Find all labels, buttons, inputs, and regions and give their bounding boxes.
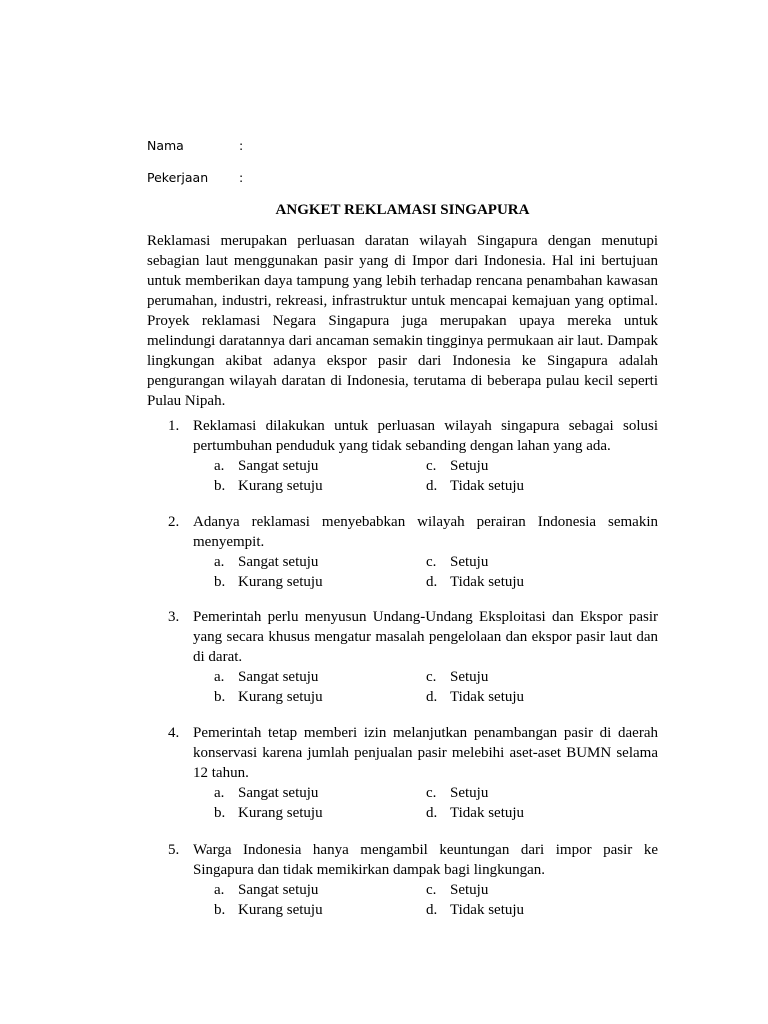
question-number: 5. [168, 842, 180, 858]
options-list [214, 552, 658, 592]
option-letter: a. [214, 882, 225, 898]
question-text: Reklamasi dilakukan untuk perluasan wilayah singapura sebagai solusi pertumbuhan penduduk yang tidak sebanding dengan lahan yang ada. [193, 418, 658, 454]
option-letter: c. [426, 882, 437, 898]
option-b[interactable] [214, 572, 323, 592]
option-label: Setuju [450, 669, 489, 685]
option-d[interactable] [426, 687, 524, 707]
option-label: Tidak setuju [450, 478, 525, 494]
nama-field [147, 138, 243, 154]
option-label: Tidak setuju [450, 574, 525, 590]
option-label: Tidak setuju [450, 902, 525, 918]
options-list [214, 456, 658, 496]
option-letter: b. [214, 902, 226, 918]
option-c[interactable] [426, 880, 488, 900]
option-label: Setuju [450, 458, 489, 474]
option-b[interactable] [214, 687, 323, 707]
pekerjaan-field [147, 170, 243, 186]
option-letter: a. [214, 785, 225, 801]
question-2 [168, 512, 658, 592]
option-label: Setuju [450, 554, 489, 570]
option-label: Kurang setuju [238, 805, 323, 821]
option-letter: c. [426, 554, 437, 570]
option-letter: b. [214, 478, 226, 494]
option-label: Tidak setuju [450, 689, 525, 705]
question-number: 1. [168, 418, 180, 434]
option-label: Sangat setuju [238, 882, 319, 898]
option-label: Sangat setuju [238, 458, 319, 474]
option-letter: d. [426, 902, 438, 918]
option-b[interactable] [214, 803, 323, 823]
option-letter: a. [214, 669, 225, 685]
question-text: Pemerintah perlu menyusun Undang-Undang Eksploitasi dan Ekspor pasir yang secara khusus mengatur masalah pengelolaan dan ekspor pasir laut dan di darat. [193, 609, 658, 665]
option-label: Kurang setuju [238, 902, 323, 918]
options-list [214, 783, 658, 823]
option-label: Kurang setuju [238, 574, 323, 590]
option-letter: b. [214, 689, 226, 705]
option-letter: a. [214, 554, 225, 570]
option-label: Kurang setuju [238, 689, 323, 705]
option-letter: d. [426, 805, 438, 821]
option-a[interactable] [214, 880, 318, 900]
options-list [214, 880, 658, 920]
question-text: Pemerintah tetap memberi izin melanjutkan penambangan pasir di daerah konservasi karena jumlah penjualan pasir melebihi aset-aset BUMN selama 12 tahun. [193, 725, 658, 781]
question-text: Warga Indonesia hanya mengambil keuntungan dari impor pasir ke Singapura dan tidak memikirkan dampak bagi lingkungan. [193, 842, 658, 878]
option-label: Sangat setuju [238, 669, 319, 685]
pekerjaan-label: Pekerjaan [147, 170, 209, 185]
question-number: 4. [168, 725, 180, 741]
option-letter: a. [214, 458, 225, 474]
option-letter: b. [214, 805, 226, 821]
question-1 [168, 416, 658, 496]
option-d[interactable] [426, 572, 524, 592]
option-a[interactable] [214, 667, 318, 687]
option-c[interactable] [426, 456, 488, 476]
option-letter: b. [214, 574, 226, 590]
option-a[interactable] [214, 552, 318, 572]
option-d[interactable] [426, 803, 524, 823]
option-letter: c. [426, 458, 437, 474]
question-number: 3. [168, 609, 180, 625]
option-letter: c. [426, 785, 437, 801]
option-d[interactable] [426, 900, 524, 920]
option-label: Sangat setuju [238, 554, 319, 570]
question-4 [168, 723, 658, 823]
option-label: Setuju [450, 785, 489, 801]
option-label: Kurang setuju [238, 478, 323, 494]
question-text: Adanya reklamasi menyebabkan wilayah perairan Indonesia semakin menyempit. [193, 514, 658, 550]
question-3 [168, 607, 658, 707]
option-d[interactable] [426, 476, 524, 496]
option-b[interactable] [214, 900, 323, 920]
options-list [214, 667, 658, 707]
option-label: Sangat setuju [238, 785, 319, 801]
document-title: ANGKET REKLAMASI SINGAPURA [275, 202, 530, 218]
option-letter: d. [426, 574, 438, 590]
option-c[interactable] [426, 552, 488, 572]
option-letter: d. [426, 689, 438, 705]
nama-colon: : [239, 138, 244, 153]
option-letter: d. [426, 478, 438, 494]
option-a[interactable] [214, 456, 318, 476]
nama-label: Nama [147, 138, 184, 153]
pekerjaan-colon: : [239, 170, 244, 185]
option-letter: c. [426, 669, 437, 685]
option-b[interactable] [214, 476, 323, 496]
question-5 [168, 840, 658, 920]
option-c[interactable] [426, 783, 488, 803]
option-c[interactable] [426, 667, 488, 687]
option-label: Setuju [450, 882, 489, 898]
intro-paragraph: Reklamasi merupakan perluasan daratan wilayah Singapura dengan menutupi sebagian laut menggunakan pasir yang di Impor dari Indonesia. Hal ini bertujuan untuk memberikan daya tampung yang lebih terhadap rencana penambahan kawasan perumahan, industri, rekreasi, infrastruktur untuk mencapai kemajuan yang optimal. Proyek reklamasi Negara Singapura juga merupakan upaya mereka untuk melindungi daratannya dari ancaman semakin tingginya permukaan air laut. Dampak lingkungan akibat adanya ekspor pasir dari Indonesia ke Singapura adalah pengurangan wilayah daratan di Indonesia, terutama di beberapa pulau kecil seperti Pulau Nipah. [147, 233, 658, 409]
question-number: 2. [168, 514, 180, 530]
option-label: Tidak setuju [450, 805, 525, 821]
option-a[interactable] [214, 783, 318, 803]
